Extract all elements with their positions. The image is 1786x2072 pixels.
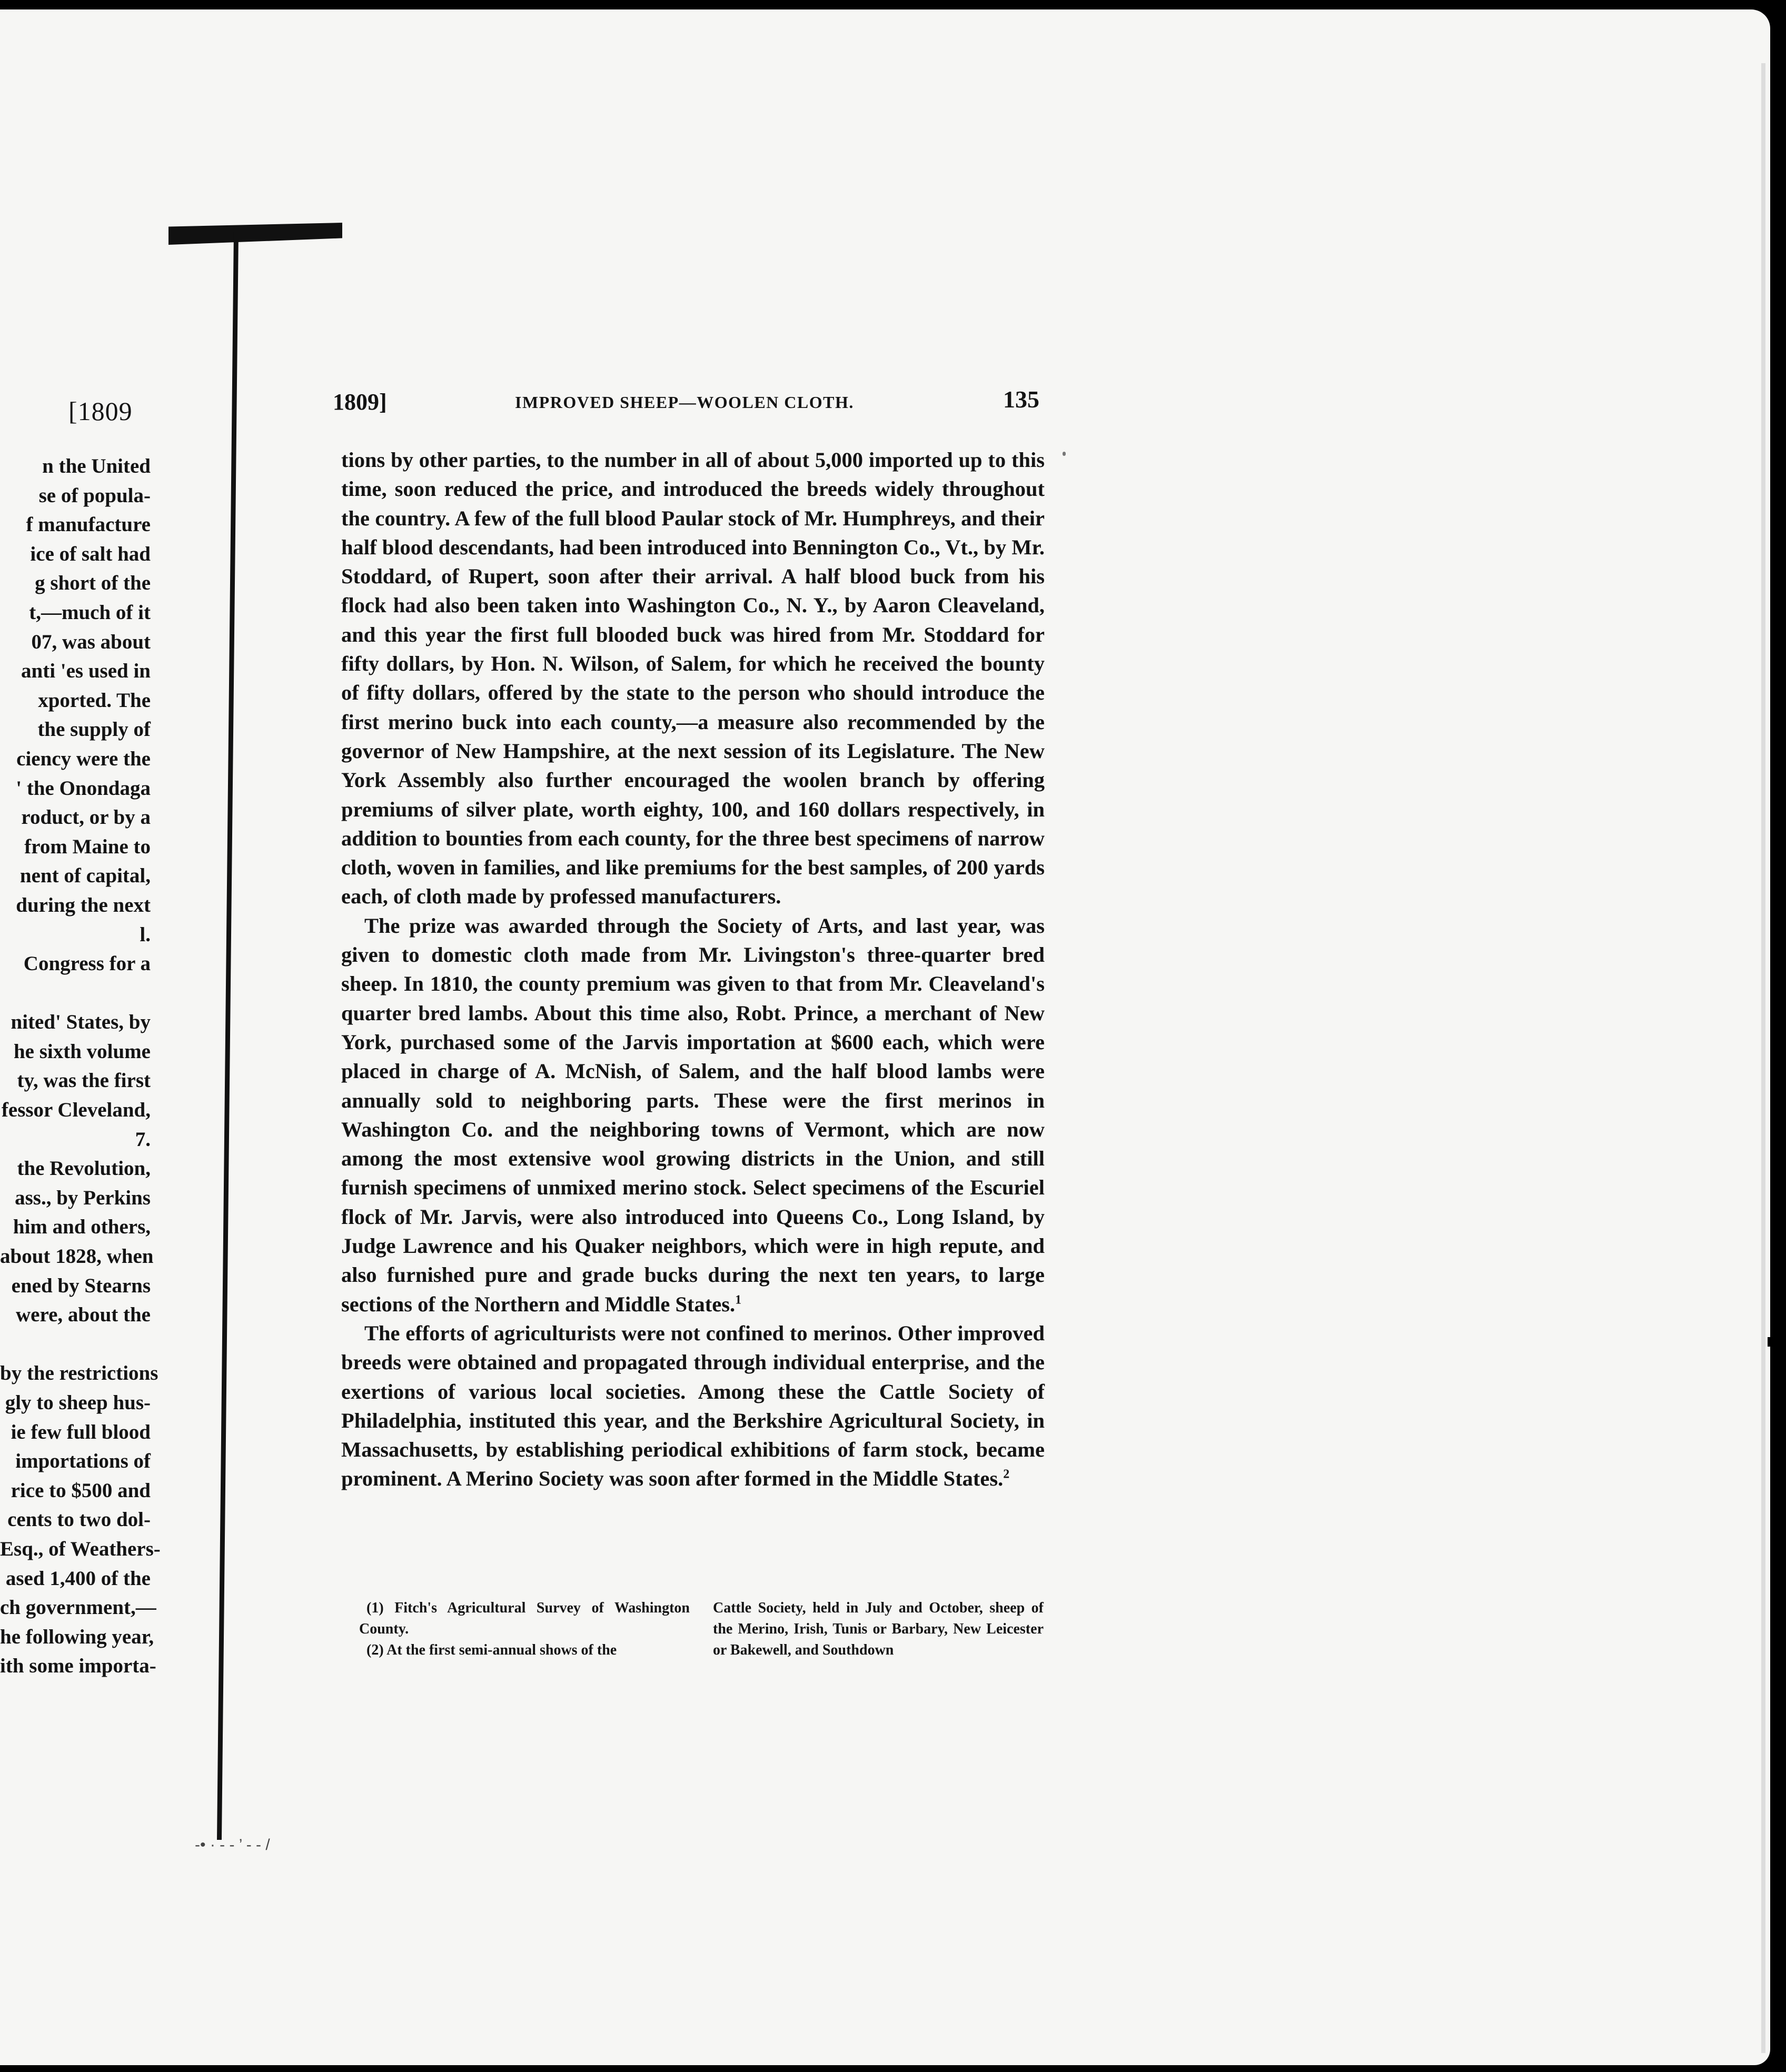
left-line-fragment: rice to $500 and	[11, 1479, 151, 1502]
left-line-fragment: t,—much of it	[29, 601, 151, 624]
left-line-fragment: the supply of	[37, 718, 151, 741]
left-line-fragment: ened by Stearns	[11, 1274, 151, 1297]
left-line-fragment: cents to two dol-	[7, 1508, 151, 1531]
left-line-fragment: ased 1,400 of the	[5, 1567, 151, 1590]
left-page-text-fragments	[0, 452, 161, 1681]
left-line-fragment: from Maine to	[24, 835, 151, 858]
left-line-fragment	[0, 979, 151, 1008]
bottom-scan-marks	[195, 1836, 384, 1842]
paragraph-3: The efforts of agriculturists were not confined to merinos. Other improved breeds were obtained and propagated through individual enterprise, and the exertions of various local societies. Among these the Cattle Society of Philadelphia, instituted this year, and the Berkshire Agricultural Society, in Massachusetts, by establishing periodical exhibitions of farm stock, became prominent. A Merino Society was soon after formed in the Middle States.$^2$	[341, 1321, 1045, 1491]
left-line-fragment: were, about the	[16, 1303, 151, 1327]
left-line-fragment: 7.	[135, 1128, 151, 1151]
footnote-column-right	[713, 1598, 1044, 1661]
left-line-fragment: ice of salt had	[30, 542, 151, 565]
left-line-fragment: roduct, or by a	[21, 806, 151, 829]
footnote-marker-2: 2	[1003, 1467, 1010, 1481]
left-line-fragment: importations of	[15, 1450, 151, 1473]
left-line-fragment: n the United	[42, 455, 151, 477]
left-line-fragment: ch government,—	[0, 1596, 156, 1619]
left-line-fragment: Esq., of Weathers-	[0, 1537, 161, 1560]
left-line-fragment: he sixth volume	[13, 1040, 151, 1063]
left-line-fragment: nent of capital,	[19, 864, 151, 888]
left-line-fragment: f manufacture	[26, 513, 151, 536]
left-line-fragment: nited' States, by	[11, 1011, 151, 1034]
paragraph-1: tions by other parties, to the number in all of about 5,000 imported up to this time, soon reduced the price, and introduced the breeds widely throughout the country. A few of the full blood Paular stock of Mr. Humphreys, and their half blood descendants, had been introduced into Bennington Co., Vt., by Mr. Stoddard, of Rupert, soon after their arrival. A half blood buck from his flock had also been taken into Washington Co., N. Y., by Aaron Cleaveland, and this year the first full blooded buck was hired from Mr. Stoddard for fifty dollars, by Hon. N. Wilson, of Salem, for which he received the bounty of fifty dollars, offered by the state to the person who should introduce the first merino buck into each county,—a measure also recommended by the governor of New Hampshire, at the next session of its Legislature. The New York Assembly also further encouraged the woolen branch by offering premiums of silver plate, worth eighty, 100, and 160 dollars respectively, in addition to bounties from each county, for the three best specimens of narrow cloth, woven in families, and like premiums for the best samples, of 200 yards each, of cloth made by professed manufacturers.	[341, 448, 1045, 909]
page-edge-shadow	[1761, 63, 1765, 2053]
left-line-fragment: g short of the	[35, 572, 151, 595]
left-line-fragment: xported. The	[38, 689, 151, 712]
page-number: 135	[1003, 386, 1039, 413]
left-line-fragment: 07, was about	[31, 630, 151, 653]
left-line-fragment: Congress for a	[23, 952, 151, 975]
left-line-fragment: se of popula-	[38, 484, 151, 507]
header-title: IMPROVED SHEEP—WOOLEN CLOTH.	[515, 393, 854, 412]
left-line-fragment: ie few full blood	[11, 1420, 151, 1443]
footnote-column-left	[359, 1598, 690, 1661]
left-line-fragment: ciency were the	[16, 747, 151, 770]
footnote-1: (1) Fitch's Agricultural Survey of Washington County.	[359, 1600, 690, 1637]
left-line-fragment: ' the Onondaga	[16, 776, 151, 800]
left-line-fragment: he following year,	[0, 1625, 154, 1648]
paragraph-2: The prize was awarded through the Society of Arts, and last year, was given to domestic cloth made from Mr. Livingston's three-quarter bred sheep. In 1810, the county premium was given to that from Mr. Cleaveland's quarter bred lambs. About this time also, Robt. Prince, a merchant of New York, purchased some of the Jarvis importation at $600 each, which were placed in charge of A. McNish, of Salem, and the half blood lambs were annually sold to neighboring parts. These were the first merinos in Washington Co. and the neighboring towns of Vermont, which are now among the most extensive wool growing districts in the Union, and still furnish specimens of unmixed merino stock. Select specimens of the Escuriel flock of Mr. Jarvis, were also introduced into Queens Co., Long Island, by Judge Lawrence and his Quaker neighbors, which were in high repute, and also furnished pure and grade bucks during the next ten years, to large sections of the Northern and Middle States.$^1$	[341, 913, 1045, 1316]
left-line-fragment: l.	[140, 923, 151, 946]
left-line-fragment: fessor Cleveland,	[1, 1099, 151, 1122]
right-page-body	[341, 445, 1045, 1493]
left-line-fragment: about 1828, when	[0, 1245, 154, 1268]
left-page-running-head: [1809	[68, 396, 133, 426]
footnote-2-continued: Cattle Society, held in July and October, sheep of the Merino, Irish, Tunis or Barbary, New Leicester or Bakewell, and Southdown	[713, 1600, 1044, 1658]
left-line-fragment: ty, was the first	[17, 1069, 151, 1092]
footnote-2-start: (2) At the first semi-annual shows of the	[366, 1642, 617, 1658]
left-line-fragment	[0, 1330, 151, 1359]
header-year: 1809]	[333, 389, 387, 415]
left-line-fragment: ith some importa-	[0, 1655, 156, 1678]
left-line-fragment: anti 'es used in	[21, 660, 151, 683]
left-line-fragment: ass., by Perkins	[15, 1186, 151, 1209]
left-line-fragment: during the next	[16, 893, 151, 917]
left-line-fragment: him and others,	[13, 1216, 151, 1239]
left-line-fragment: by the restrictions	[0, 1362, 158, 1385]
right-page-header	[333, 388, 1039, 420]
left-line-fragment: gly to sheep hus-	[5, 1391, 151, 1414]
left-line-fragment: the Revolution,	[17, 1157, 151, 1180]
ink-speck	[1063, 452, 1066, 456]
footnote-marker-1: 1	[735, 1293, 742, 1307]
edge-mark	[1768, 1337, 1779, 1347]
